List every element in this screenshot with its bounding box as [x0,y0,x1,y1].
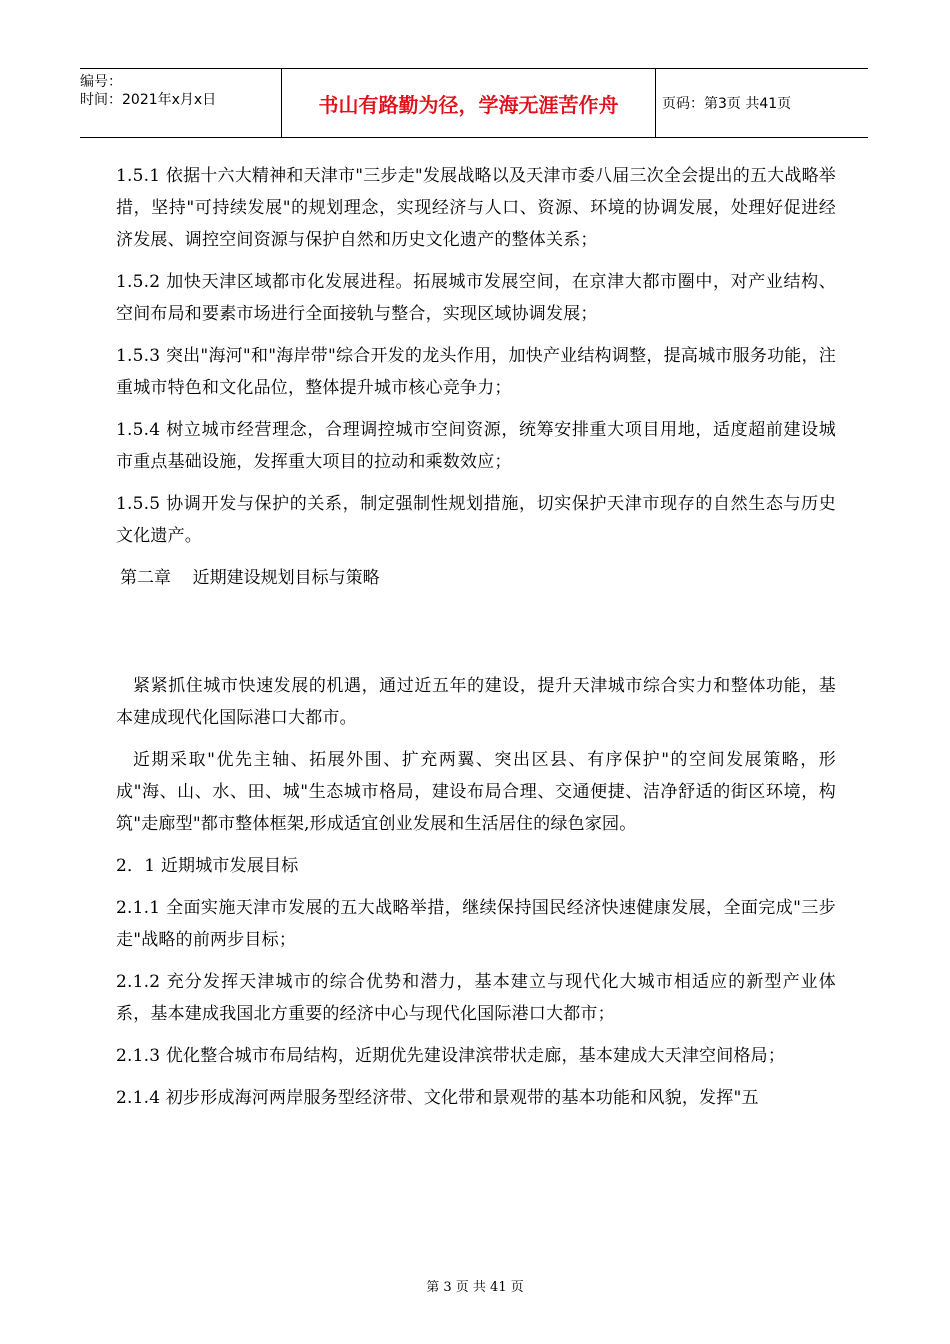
page-footer: 第 3 页 共 41 页 [426,1280,524,1295]
section-title: 2．1 近期城市发展目标 [116,856,299,876]
paragraph-1-5-3: 1.5.3 突出"海河"和"海岸带"综合开发的龙头作用，加快产业结构调整，提高城市服务功能，注重城市特色和文化品位，整体提升城市核心竞争力； [116,346,836,398]
header-motto: 书山有路勤为径，学海无涯苦作舟 [282,69,656,137]
time-label: 时间：2021年x月x日 [80,92,217,108]
chapter-title: 第二章 近期建设规划目标与策略 [120,568,380,588]
paragraph-1-5-1: 1.5.1 依据十六大精神和天津市"三步走"发展战略以及天津市委八届三次全会提出的五大战略举措，坚持"可持续发展"的规划理念，实现经济与人口、资源、环境的协调发展，处理好促进经济发展、调控空间资源与保护自然和历史文化遗产的整体关系； [116,166,836,250]
serial-number-label: 编号： [80,74,122,90]
paragraph-2-1-3: 2.1.3 优化整合城市布局结构，近期优先建设津滨带状走廊，基本建成大天津空间格局； [116,1046,786,1066]
paragraph-intro-2: 近期采取"优先主轴、拓展外围、扩充两翼、突出区县、有序保护"的空间发展策略，形成"海、山、水、田、城"生态城市格局，建设布局合理、交通便捷、洁净舒适的街区环境，构筑"走廊型"都市整体框架,形成适宜创业发展和生活居住的绿色家园。 [116,750,836,834]
paragraph-1-5-4: 1.5.4 树立城市经营理念，合理调控城市空间资源，统筹安排重大项目用地，适度超前建设城市重点基础设施，发挥重大项目的拉动和乘数效应； [116,420,836,472]
document-body [116,160,836,1124]
paragraph-intro-1: 紧紧抓住城市快速发展的机遇，通过近五年的建设，提升天津城市综合实力和整体功能，基本建成现代化国际港口大都市。 [116,676,836,728]
paragraph-2-1-1: 2.1.1 全面实施天津市发展的五大战略举措，继续保持国民经济快速健康发展，全面完成"三步走"战略的前两步目标； [116,898,836,950]
header-left-cell [80,69,282,137]
paragraph-1-5-2: 1.5.2 加快天津区域都市化发展进程。拓展城市发展空间，在京津大都市圈中，对产业结构、空间布局和要素市场进行全面接轨与整合，实现区域协调发展； [116,272,836,324]
paragraph-1-5-5: 1.5.5 协调开发与保护的关系，制定强制性规划措施，切实保护天津市现存的自然生态与历史文化遗产。 [116,494,836,546]
paragraph-2-1-2: 2.1.2 充分发挥天津城市的综合优势和潜力，基本建立与现代化大城市相适应的新型产业体系，基本建成我国北方重要的经济中心与现代化国际港口大都市； [116,972,836,1024]
paragraph-2-1-4: 2.1.4 初步形成海河两岸服务型经济带、文化带和景观带的基本功能和风貌，发挥"五 [116,1088,759,1108]
page-header [80,68,868,138]
header-page-info: 页码：第3页 共41页 [662,96,792,112]
